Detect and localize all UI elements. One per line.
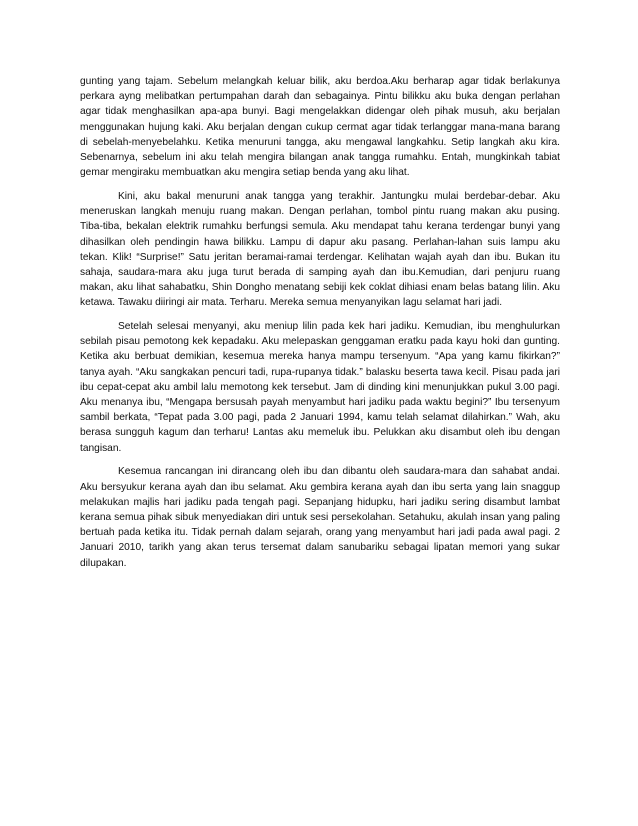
paragraph-1: gunting yang tajam. Sebelum melangkah keluar bilik, aku berdoa.Aku berharap agar tidak berlakunya perkara ayng melibatkan pertumpahan darah dan sebagainya. Pintu bilikku aku buka dengan perlahan agar tidak menghasilkan apa-apa bunyi. Bagi mengelakkan didengar oleh pihak musuh, aku berjalan menggunakan hujung kaki. Aku berjalan dengan cukup cermat agar tidak terlanggar mana-mana barang di sebelah-menyebelahku. Ketika menuruni tangga, aku mengawal langkahku. Setip langkah aku kira. Sebenarnya, sebelum ini aku telah mengira bilangan anak tangga rumahku. Entah, mungkinkah tabiat gemar mengiraku membuatkan aku mengira setiap benda yang aku lihat.: [80, 76, 560, 179]
paragraph-4: Kesemua rancangan ini dirancang oleh ibu dan dibantu oleh saudara-mara dan sahabat andai. Aku bersyukur kerana ayah dan ibu selamat. Aku gembira kerana ayah dan ibu serta yang lain snaggup melakukan majlis hari jadiku pada tengah pagi. Sepanjang hidupku, hari jadiku sering disambut lambat kerana semua pihak sibuk menyediakan diri untuk sesi persekolahan. Setahuku, akulah insan yang paling bertuah pada ketika itu. Tidak pernah dalam sejarah, orang yang menyambut hari jadi pada awal pagi. 2 Januari 2010, tarikh yang akan terus tersemat dalam sanubariku sebagai lipatan memori yang sukar dilupakan.: [80, 466, 560, 569]
paragraph-2: Kini, aku bakal menuruni anak tangga yang terakhir. Jantungku mulai berdebar-debar. Aku meneruskan langkah menuju ruang makan. Dengan perlahan, tombol pintu ruang makan aku pusing. Tiba-tiba, bekalan elektrik rumahku berfungsi semula. Aku mendapat tahu kerana terdengar bunyi yang dihasilkan oleh pendingin hawa bilikku. Lampu di dapur aku pasang. Perlahan-lahan suis lampu aku tekan. Klik! “Surprise!” Satu jeritan beramai-ramai terdengar. Kelihatan wajah ayah dan ibu. Bukan itu sahaja, saudara-mara aku juga turut berada di samping ayah dan ibu.Kemudian, dari penjuru ruang makan, aku lihat sahabatku, Shin Dongho menatang sebiji kek coklat dihiasi enam belas batang lilin. Aku ketawa. Tawaku diiringi air mata. Terharu. Mereka semua menyanyikan lagu selamat hari jadi.: [80, 190, 560, 309]
paragraph-3: Setelah selesai menyanyi, aku meniup lilin pada kek hari jadiku. Kemudian, ibu menghulurkan sebilah pisau pemotong kek kepadaku. Aku melepaskan genggaman eratku pada kayu hoki dan gunting. Ketika aku berbuat demikian, kesemua mereka hanya mampu tersenyum. “Apa yang kamu fikirkan?” tanya ayah. “Aku sangkakan pencuri tadi, rupa-rupanya tidak.” balasku beserta tawa kecil. Pisau pada jari ibu cepat-cepat aku ambil lalu memotong kek tersebut. Jam di dinding kini menunjukkan pukul 3.00 pagi. Aku menanya ibu, “Mengapa bersusah payah menyambut hari jadiku pada waktu begini?” Ibu tersenyum sambil berkata, “Tepat pada 3.00 pagi, pada 2 Januari 1994, kamu telah selamat dilahirkan.” Wah, aku berasa sungguh kagum dan terharu! Lantas aku memeluk ibu. Pelukkan aku disambut oleh ibu dengan tangisan.: [80, 321, 560, 454]
document-body: [80, 74, 560, 579]
